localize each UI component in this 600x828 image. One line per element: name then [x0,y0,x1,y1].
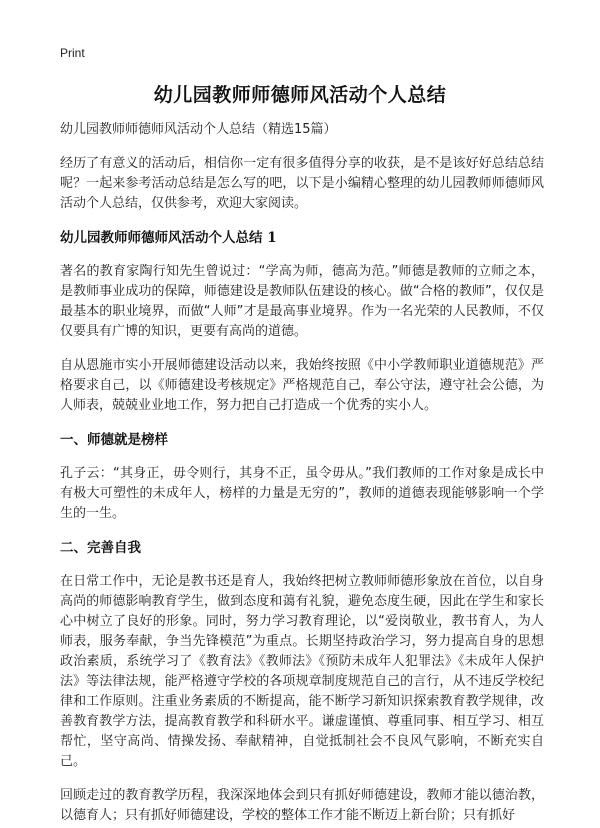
paragraph-1: 著名的教育家陶行知先生曾说过：“学高为师，德高为范。”师德是教师的立师之本，是教师事业成功的保障，师德建设是教师队伍建设的核心。做“合格的教师”，仅仅是最基本的职业境界，而做“人师”才是最高事业境界。作为一名光荣的人民教师，不仅仅要具有广博的知识，更要有高尚的道德。 [60,264,544,339]
article-heading: 幼儿园教师师德师风活动个人总结 1 [60,230,277,246]
document-body [60,120,544,828]
paragraph-5: 回顾走过的教育教学历程，我深深地体会到只有抓好师德建设，教师才能以德治教，以德育人；只有抓好师德建设，学校的整体工作才能不断迈上新台阶；只有抓好 [60,788,544,823]
paragraph-3: 孔子云：“其身正，毋令则行，其身不正，虽令毋从。”我们教师的工作对象是成长中有极大可塑性的未成年人，榜样的力量是无穷的”，教师的道德表现能够影响一个学生的一生。 [60,466,544,521]
document-subtitle: 幼儿园教师师德师风活动个人总结（精选15篇） [60,122,337,137]
paragraph-4: 在日常工作中，无论是教书还是育人，我始终把树立教师师德形象放在首位，以自身高尚的师德影响教育学生，做到态度和蔼有礼貌，避免态度生硬，因此在学生和家长心中树立了良好的形象。同时，努力学习教育理论，以“爱岗敬业，教书育人，为人师表，服务奉献，争当先锋模范”为重点。长期坚持政治学习，努力提高自身的思想政治素质，系统学习了《教育法》《教师法》《预防未成年人犯罪法》《未成年人保护法》等法律法规，能严格遵守学校的各项规章制度规范自己的言行，从不违反学校纪律和工作原则。注重业务素质的不断提高，能不断学习新知识探索教育教学规律，改善教育教学方法，提高教育教学和科研水平。谦虚谨慎、尊重同事、相互学习、相互帮忙，坚守高尚、情操发扬、奉献精神，自觉抵制社会不良风气影响，不断充实自己。 [60,574,544,769]
intro-paragraph: 经历了有意义的活动后，相信你一定有很多值得分享的收获，是不是该好好总结总结呢？一起来参考活动总结是怎么写的吧，以下是小编精心整理的幼儿园教师师德师风活动个人总结，仅供参考，欢迎大家阅读。 [60,156,544,211]
print-link[interactable]: Print [60,46,85,60]
section-heading-1: 一、师德就是榜样 [60,432,168,448]
section-heading-2: 二、完善自我 [60,540,141,556]
paragraph-2: 自从恩施市实小开展师德建设活动以来，我始终按照《中小学教师职业道德规范》严格要求自己，以《师德建设考核规定》严格规范自己，奉公守法，遵守社会公德，为人师表，兢兢业业地工作，努力把自己打造成一个优秀的实小人。 [60,358,544,413]
document-title: 幼儿园教师师德师风活动个人总结 [153,84,447,106]
